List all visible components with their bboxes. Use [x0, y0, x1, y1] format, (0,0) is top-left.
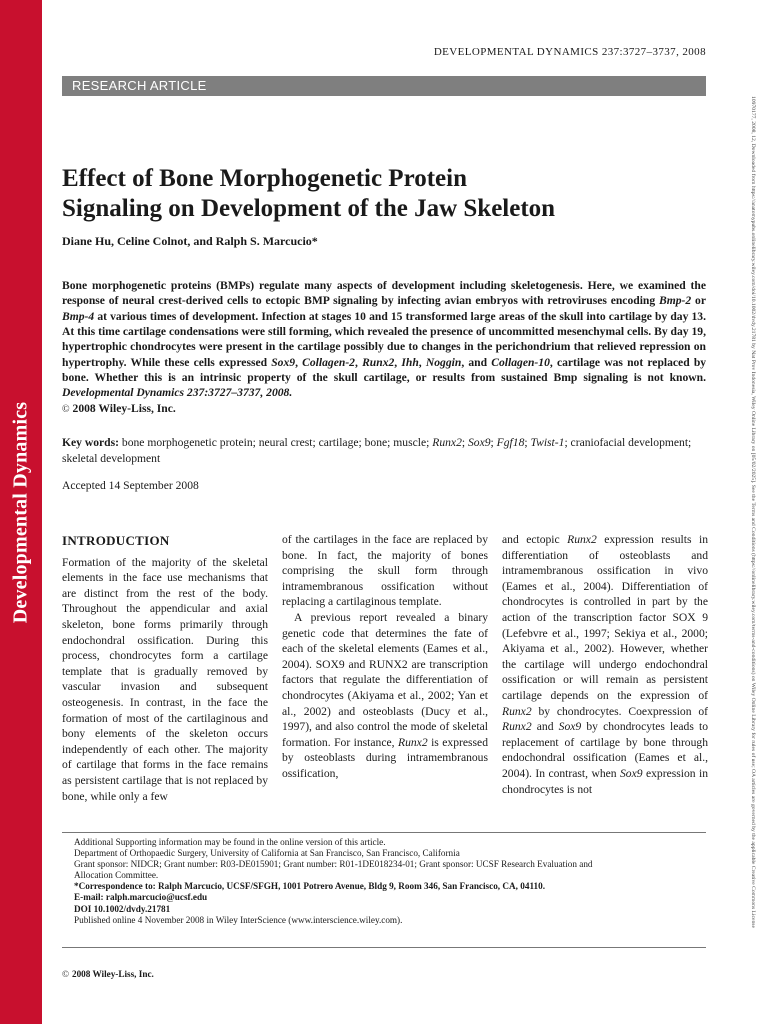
- abstract-copyright: 2008 Wiley-Liss, Inc.: [72, 401, 176, 415]
- author-list: Diane Hu, Celine Colnot, and Ralph S. Marcucio*: [62, 234, 318, 248]
- journal-header: DEVELOPMENTAL DYNAMICS 237:3727–3737, 2008: [433, 46, 706, 58]
- footnote-divider: [62, 832, 706, 833]
- body-column-2: [282, 532, 488, 782]
- sidebar-journal-label: Developmental Dynamics: [9, 401, 32, 623]
- footnote-grants: Grant sponsor: NIDCR; Grant number: R03-DE015901; Grant number: R01-1DE018234-01; Grant sponsor: UCSF Research Evaluation and Allocation Committee.: [74, 859, 593, 881]
- intro-paragraph-1: Formation of the majority of the skeletal elements in the face use mechanisms that are distinct from the rest of the body. Throughout the appendicular and axial skeleton, bone forms primarily through endochondral ossification. During this process, chondrocytes form a cartilage template that is gradually removed by vascular invasion and subsequent osteogenesis. In contrast, in the face the formation of most of the cartilaginous and bony elements of the skeleton occurs independently of each other. The majority of cartilage that forms in the face remains as persistent cartilage that is not replaced by bone, while only a few: [62, 555, 268, 803]
- download-notice-strip: 10970177, 2008, 12, Downloaded from https://anatomypubs.onlinelibrary.wiley.com/doi/10.1002/dvdy.21781 by Nat Prov Indonesia, Wiley Online Library on [05/02/2025]. See the Terms and Conditions (https://onlinelibrary.wiley.com/terms-and-conditions) on Wiley Online Library for rules of use; OA articles are governed by the applicable Creative Commons License: [750, 96, 757, 928]
- section-heading-introduction: INTRODUCTION: [62, 533, 170, 548]
- intro-paragraph-4: and ectopic Runx2 expression results in differentiation of osteoblasts and intramembranous ossification in vivo (Eames et al., 2004). Differentiation of chondrocytes is controlled in part by the action of the transcription factor SOX 9 (Lefebvre et al., 1997; Sekiya et al., 2000; Akiyama et al., 2002). However, whether the cartilage will undergo endochondral ossification or will remain as persistent cartilage depends on the expression of Runx2 by chondrocytes. Coexpression of Runx2 and Sox9 by chondrocytes leads to replacement of cartilage by bone through endochondral ossification (Eames et al., 2004). In contrast, when Sox9 expression in chondrocytes is not: [502, 533, 709, 796]
- footnote-bottom-divider: [62, 947, 706, 948]
- copyright-symbol: ©: [62, 969, 69, 979]
- article-type-label: RESEARCH ARTICLE: [72, 78, 207, 93]
- article-title: Effect of Bone Morphogenetic Protein Signaling on Development of the Jaw Skeleton: [62, 165, 556, 222]
- footnotes: [74, 837, 706, 926]
- keywords-label: Key words:: [62, 436, 119, 449]
- abstract: Bone morphogenetic proteins (BMPs) regulate many aspects of development including skeletogenesis. Here, we examined the response of neural crest-derived cells to ectopic BMP signaling by infecting avian embryos with retroviruses encoding Bmp-2 or Bmp-4 at various times of development. Infection at stages 10 and 15 transformed large areas of the skull into cartilage by day 13. At this time cartilage condensations were still forming, which revealed the presence of uncommitted mesenchymal cells. By day 19, hypertrophic chondrocytes were present in the cartilage possibly due to changes in the perichondrium that relieved repression on hypertrophy. While these cells expressed Sox9, Collagen-2, Runx2, Ihh, Noggin, and Collagen-10, cartilage was not replaced by bone. Whether this is an intrinsic property of the skull cartilage, or results from sustained Bmp signaling is not known. Developmental Dynamics 237:3727–3737, 2008. © 2008 Wiley-Liss, Inc.: [62, 279, 707, 415]
- footnote-department: Department of Orthopaedic Surgery, University of California at San Francisco, San Francisco, California: [74, 848, 460, 859]
- keywords: Key words: bone morphogenetic protein; neural crest; cartilage; bone; muscle; Runx2; Sox9; Fgf18; Twist-1; craniofacial development; skeletal development: [62, 436, 692, 465]
- body-column-1: [62, 533, 268, 804]
- article-type-banner: [62, 76, 706, 96]
- copyright-symbol: ©: [62, 403, 70, 415]
- footnote-published: Published online 4 November 2008 in Wiley InterScience (www.interscience.wiley.com).: [74, 914, 403, 925]
- body-column-3: [502, 532, 708, 797]
- footnote-email[interactable]: E-mail: ralph.marcucio@ucsf.edu: [74, 892, 208, 903]
- accepted-date: Accepted 14 September 2008: [62, 479, 199, 492]
- intro-paragraph-2: of the cartilages in the face are replaced by bone. In fact, the majority of bones comprising the skull form through intramembranous ossification without replacing a cartilaginous template.: [282, 533, 488, 609]
- footnote-correspondence: *Correspondence to: Ralph Marcucio, UCSF/SFGH, 1001 Potrero Avenue, Bldg 9, Room 346, San Francisco, CA, 04110.: [74, 881, 546, 892]
- intro-paragraph-3: A previous report revealed a binary genetic code that determines the fate of each of the skeletal elements (Eames et al., 2004). SOX9 and RUNX2 are transcription factors that regulate the differentiation of chondrocytes (Akiyama et al., 2002; Yan et al., 2002) and osteoblasts (Ducy et al., 1997), and also control the mode of skeletal formation. For instance, Runx2 is expressed by osteoblasts during intramembranous ossification,: [282, 610, 488, 780]
- footnote-supporting-info: Additional Supporting information may be found in the online version of this article.: [74, 837, 386, 847]
- abstract-citation: Developmental Dynamics 237:3727–3737, 2008.: [62, 386, 293, 400]
- page-copyright: © 2008 Wiley-Liss, Inc.: [62, 969, 154, 979]
- footnote-doi: DOI 10.1002/dvdy.21781: [74, 903, 171, 914]
